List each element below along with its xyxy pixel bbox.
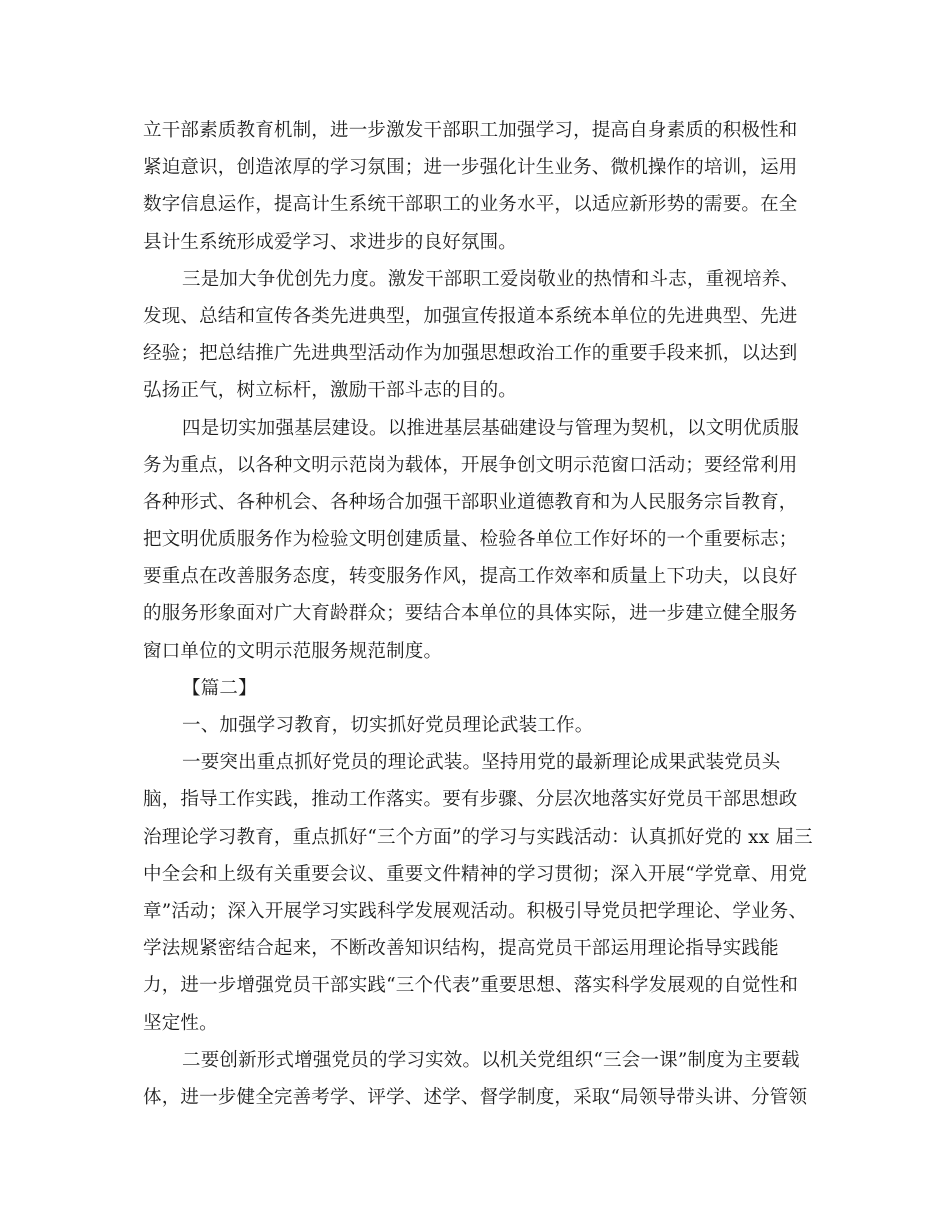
text-line: 立干部素质教育机制，进一步激发干部职工加强学习，提高自身素质的积极性和 <box>143 120 798 141</box>
text-line: 一、加强学习教育，切实抓好党员理论武装工作。 <box>182 715 594 736</box>
text-line: 二要创新形式增强党员的学习实效。以机关党组织“三会一课”制度为主要载 <box>182 1049 800 1071</box>
text-line: 县计生系统形成爱学习、求进步的良好氛围。 <box>143 231 518 253</box>
text-line: 要重点在改善服务态度，转变服务作风，提高工作效率和质量上下功夫，以良好 <box>143 566 798 588</box>
text-line: 窗口单位的文明示范服务规范制度。 <box>143 640 443 662</box>
text-line: 紧迫意识，创造浓厚的学习氛围；进一步强化计生业务、微机操作的培训，运用 <box>143 157 798 179</box>
text-line: 经验；把总结推广先进典型活动作为加强思想政治工作的重要手段来抓，以达到 <box>143 343 798 365</box>
text-line: 章”活动；深入开展学习实践科学发展观活动。积极引导党员把学理论、学业务、 <box>143 900 808 922</box>
text-line: 坚定性。 <box>143 1012 218 1034</box>
text-line: 体，进一步健全完善考学、评学、述学、督学制度，采取“局领导带头讲、分管领 <box>143 1086 808 1108</box>
text-line: 中全会和上级有关重要会议、重要文件精神的学习贯彻；深入开展“学党章、用党 <box>143 863 808 885</box>
text-line: 三是加大争优创先力度。激发干部职工爱岗敬业的热情和斗志，重视培养、 <box>182 268 800 290</box>
text-line: 弘扬正气，树立标杆，激励干部斗志的目的。 <box>143 380 518 402</box>
text-line: 的服务形象面对广大育龄群众；要结合本单位的具体实际，进一步建立健全服务 <box>143 603 798 625</box>
text-line: 把文明优质服务作为检验文明创建质量、检验各单位工作好坏的一个重要标志； <box>143 529 798 551</box>
text-line: 数字信息运作，提高计生系统干部职工的业务水平，以适应新形势的需要。在全 <box>143 194 798 216</box>
text-line: 学法规紧密结合起来，不断改善知识结构，提高党员干部运用理论指导实践能 <box>143 938 779 960</box>
text-line: 发现、总结和宣传各类先进典型，加强宣传报道本系统本单位的先进典型、先进 <box>143 305 798 327</box>
document-body <box>143 112 813 1116</box>
text-line: 一要突出重点抓好党员的理论武装。坚持用党的最新理论成果武装党员头 <box>182 752 781 774</box>
text-line: 【篇二】 <box>182 677 257 699</box>
text-line: 治理论学习教育，重点抓好“三个方面”的学习与实践活动：认真抓好党的 xx 届三 <box>143 826 813 848</box>
text-line: 脑，指导工作实践，推动工作落实。要有步骤、分层次地落实好党员干部思想政 <box>143 789 798 811</box>
text-line: 力，进一步增强党员干部实践“三个代表”重要思想、落实科学发展观的自觉性和 <box>143 975 799 997</box>
text-line: 四是切实加强基层建设。以推进基层基础建设与管理为契机，以文明优质服 <box>182 417 800 439</box>
text-line: 务为重点，以各种文明示范岗为载体，开展争创文明示范窗口活动；要经常利用 <box>143 454 798 476</box>
text-line: 各种形式、各种机会、各种场合加强干部职业道德教育和为人民服务宗旨教育， <box>143 491 798 513</box>
